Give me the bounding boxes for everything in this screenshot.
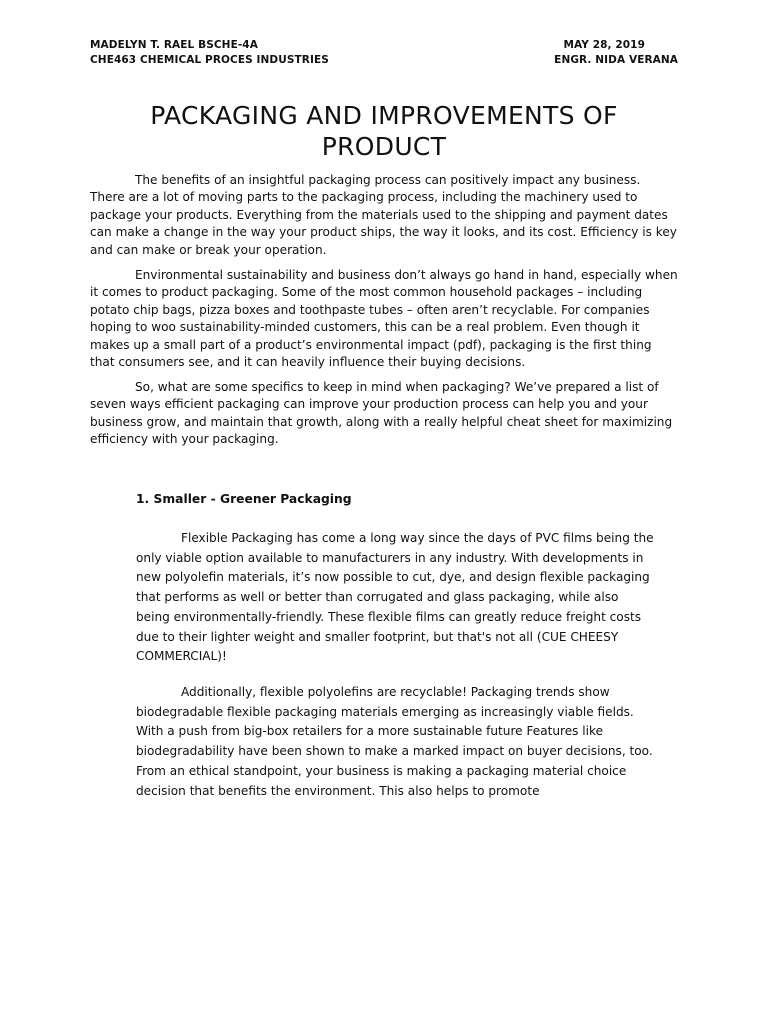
section-paragraph-2: Additionally, flexible polyolefins are recyclable! Packaging trends show biodegradable flexible packaging materials emerging as increasingly viable fields. With a push from big-box retailers for a more sustainable future Features like biodegradability have been shown to make a marked impact on buyer decisions, too. From an ethical standpoint, your business is making a packaging material choice decision that benefits the environment. This also helps to promote: [136, 685, 653, 798]
header-row-1: [90, 39, 678, 51]
author-line: MADELYN T. RAEL BSCHE-4A: [90, 39, 258, 51]
document-date: MAY 28, 2019: [563, 39, 645, 51]
body-paragraph-3: So, what are some specifics to keep in mind when packaging? We’ve prepared a list of seven ways efficient packaging can improve your production process can help you and your business grow, and maintain that growth, along with a really helpful cheat sheet for maximizing efficiency with your packaging.: [90, 380, 673, 447]
section-paragraph-1: Flexible Packaging has come a long way since the days of PVC films being the only viable option available to manufacturers in any industry. With developments in new polyolefin materials, it’s now possible to cut, dye, and design flexible packaging that performs as well or better than corrugated and glass packaging, while also being environmentally-friendly. These flexible films can greatly reduce freight costs due to their lighter weight and smaller footprint, but that's not all (CUE CHEESY COMMERCIAL)!: [136, 531, 654, 664]
header-row-2: [90, 54, 678, 66]
body-paragraph-1: The benefits of an insightful packaging process can positively impact any business. There are a lot of moving parts to the packaging process, including the machinery used to package your products. Everything from the materials used to the shipping and payment dates can make a change in the way your product ships, the way it looks, and its cost. Efficiency is key and can make or break your operation.: [90, 173, 677, 257]
document-title: PACKAGING AND IMPROVEMENTS OF PRODUCT: [150, 101, 618, 161]
section-heading: 1. Smaller - Greener Packaging: [136, 492, 352, 506]
course-name: CHE463 CHEMICAL PROCES INDUSTRIES: [90, 54, 329, 66]
body-paragraph-2: Environmental sustainability and business don’t always go hand in hand, especially when it comes to product packaging. Some of the most common household packages – including potato chip bags, pizza boxes and toothpaste tubes – often aren’t recyclable. For companies hoping to woo sustainability-minded customers, this can be a real problem. Even though it makes up a small part of a product’s environmental impact (pdf), packaging is the first thing that consumers see, and it can heavily influence their buying decisions.: [90, 268, 678, 370]
instructor-name: ENGR. NIDA VERANA: [554, 54, 678, 66]
